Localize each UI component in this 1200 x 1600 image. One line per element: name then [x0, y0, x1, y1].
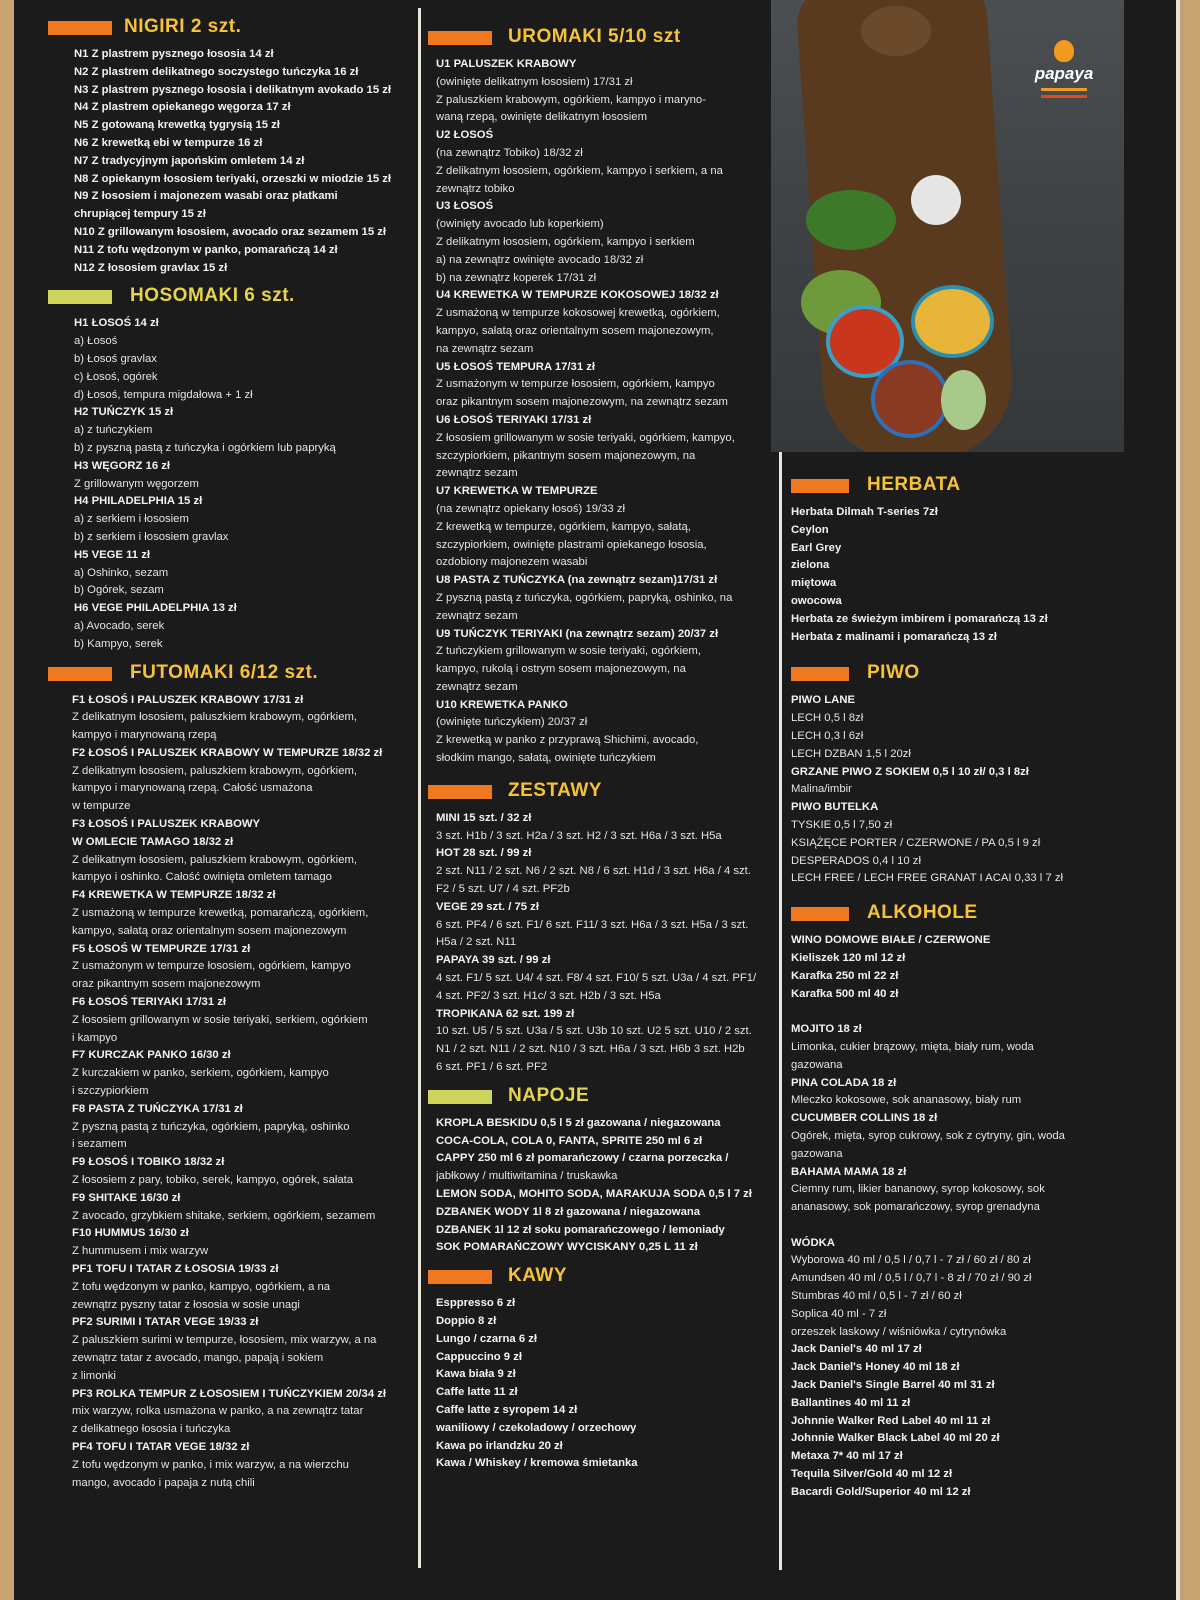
section-accent-bar [428, 31, 492, 45]
section-zestawy [428, 778, 780, 1077]
menu-column-right [791, 466, 1131, 1502]
menu-item-description: b) na zewnątrz koperek 17/31 zł [436, 271, 597, 284]
menu-item-description: Z łososiem grillowanym w sosie teriyaki, serkiem, ogórkiem [72, 1013, 368, 1026]
menu-item-description: Z delikatnym łososiem, paluszkiem krabowym, ogórkiem, [72, 764, 358, 777]
menu-item-name: H1 ŁOSOŚ 14 zł [74, 317, 159, 330]
menu-item-name: BAHAMA MAMA 18 zł [791, 1165, 907, 1178]
menu-item-name: F2 ŁOSOŚ I PALUSZEK KRABOWY W TEMPURZE 18/32 zł [72, 746, 383, 759]
menu-item-name: PF1 TOFU I TATAR Z ŁOSOSIA 19/33 zł [72, 1263, 279, 1275]
section-hosomaki [48, 283, 428, 653]
logo-stripe [1041, 88, 1087, 91]
menu-item-description: Z delikatnym łososiem, paluszkiem krabowym, ogórkiem, [72, 853, 358, 866]
section-accent-bar [48, 290, 112, 304]
menu-item-name: F6 ŁOSOŚ TERIYAKI 17/31 zł [72, 996, 227, 1009]
menu-item-description: F2 / 5 szt. U7 / 4 szt. PF2b [436, 883, 570, 896]
menu-item-description: d) Łosoś, tempura migdałowa + 1 zł [74, 388, 253, 401]
menu-item-description: zewnątrz tobiko [436, 182, 515, 195]
menu-item-description: Z tofu wędzonym w panko, kampyo, ogórkiem, a na [72, 1280, 331, 1293]
menu-item-name: N9 Z łososiem i majonezem wasabi oraz płatkami [74, 190, 338, 203]
menu-item-name: Herbata ze świeżym imbirem i pomarańczą 13 zł [791, 612, 1048, 625]
menu-item-description: Z delikatnym łososiem, ogórkiem, kampyo i serkiem [436, 235, 695, 248]
menu-item-name: W OMLECIE TAMAGO 18/32 zł [72, 835, 234, 848]
menu-item-description: b) Kampyo, serek [74, 637, 163, 650]
menu-item-description: orzeszek laskowy / wiśniówka / cytrynówka [791, 1325, 1007, 1338]
menu-item-name: Kawa / Whiskey / kremowa śmietanka [436, 1457, 638, 1470]
menu-item-description: słodkim mango, sałatą, owinięte tuńczykiem [436, 752, 656, 765]
menu-item-name: Kawa po irlandzku 20 zł [436, 1439, 563, 1452]
menu-item-description: kampyo, sałatą oraz orientalnym sosem majonezowym [72, 924, 347, 937]
menu-item-name: Esppresso 6 zł [436, 1297, 516, 1310]
menu-item-description: Z paluszkiem surimi w tempurze, łososiem, mix warzyw, a na [72, 1334, 377, 1347]
menu-item-description: szczypiorkiem, owinięte plastrami opiekanego łososia, [436, 538, 707, 551]
item-list [74, 46, 428, 277]
menu-item-description: (na zewnątrz opiekany łosoś) 19/33 zł [436, 502, 626, 515]
menu-item-name: MINI 15 szt. / 32 zł [436, 811, 532, 824]
item-list [72, 692, 426, 1493]
menu-item-description: LECH 0,3 l 6zł [791, 729, 864, 742]
menu-item-name: VEGE 29 szt. / 75 zł [436, 900, 539, 913]
menu-item-name: N10 Z grillowanym łososiem, avocado oraz sezamem 15 zł [74, 225, 387, 238]
section-header [428, 1083, 780, 1111]
section-header [48, 14, 428, 42]
menu-item-name: F8 PASTA Z TUŃCZYKA 17/31 zł [72, 1102, 243, 1115]
menu-item-name: PAPAYA 39 szt. / 99 zł [436, 954, 551, 967]
menu-item-description: Ciemny rum, likier bananowy, syrop kokosowy, sok [791, 1183, 1045, 1196]
section-header [48, 660, 428, 688]
menu-item-name: Bacardi Gold/Superior 40 ml 12 zł [791, 1485, 971, 1498]
menu-item-description: c) Łosoś, ogórek [74, 370, 158, 383]
menu-item-name: F9 ŁOSOŚ I TOBIKO 18/32 zł [72, 1156, 225, 1169]
menu-item-description: a) Łosoś [74, 335, 118, 348]
menu-item-description: (na zewnątrz Tobiko) 18/32 zł [436, 146, 583, 159]
menu-item-name: DZBANEK 1l 12 zł soku pomarańczowego / lemoniady [436, 1223, 725, 1236]
section-header [48, 283, 428, 311]
menu-item-description: ozdobiony majonezem wasabi [436, 556, 588, 569]
menu-item-description: oraz pikantnym sosem majonezowym [72, 978, 261, 991]
menu-item-description: b) Ogórek, sezam [74, 584, 164, 597]
menu-item-name: U5 ŁOSOŚ TEMPURA 17/31 zł [436, 360, 596, 373]
menu-item-description: LECH FREE / LECH FREE GRANAT I ACAI 0,33 l 7 zł [791, 872, 1064, 885]
menu-item-name: Caffe latte z syropem 14 zł [436, 1403, 578, 1416]
menu-item-description: b) z pyszną pastą z tuńczyka i ogórkiem lub papryką [74, 441, 336, 454]
menu-item-description: 4 szt. F1/ 5 szt. U4/ 4 szt. F8/ 4 szt. F10/ 5 szt. U3a / 4 szt. PF1/ [436, 972, 757, 985]
menu-item-description: 10 szt. U5 / 5 szt. U3a / 5 szt. U3b 10 szt. U2 5 szt. U10 / 2 szt. [436, 1025, 752, 1038]
menu-item-description: Z usmażonym w tempurze łososiem, ogórkiem, kampyo [436, 378, 715, 391]
menu-item-description: a) Oshinko, sezam [74, 566, 169, 579]
menu-item-description: KSIĄŻĘCE PORTER / CZERWONE / PA 0,5 l 9 zł [791, 836, 1041, 849]
menu-item-description: waną rzepą, owinięte delikatnym łososiem [436, 111, 647, 124]
menu-item-name: WINO DOMOWE BIAŁE / CZERWONE [791, 934, 991, 947]
menu-item-description: 6 szt. PF4 / 6 szt. F1/ 6 szt. F11/ 3 szt. H6a / 3 szt. H5a / 3 szt. [436, 918, 749, 931]
menu-item-name: SOK POMARAŃCZOWY WYCISKANY 0,25 L 11 zł [436, 1241, 698, 1254]
menu-item-name: KROPLA BESKIDU 0,5 l 5 zł gazowana / niegazowana [436, 1116, 721, 1129]
menu-item-name: N6 Z krewetką ebi w tempurze 16 zł [74, 136, 263, 149]
item-list [791, 504, 1125, 646]
menu-item-description: Z tofu wędzonym w panko, i mix warzyw, a na wierzchu [72, 1458, 349, 1471]
menu-item-name: U6 ŁOSOŚ TERIYAKI 17/31 zł [436, 413, 592, 426]
menu-item-name: N8 Z opiekanym łososiem teriyaki, orzeszki w miodzie 15 zł [74, 172, 392, 185]
item-list [791, 692, 1125, 888]
menu-item-description: LECH 0,5 l 8zł [791, 712, 864, 725]
menu-item-name: U4 KREWETKA W TEMPURZE KOKOSOWEJ 18/32 zł [436, 289, 719, 302]
menu-item-description: (owinięty avocado lub koperkiem) [436, 218, 604, 231]
menu-item-description: Z pyszną pastą z tuńczyka, ogórkiem, papryką, oshinko [72, 1120, 350, 1133]
menu-item-name: N4 Z plastrem opiekanego węgorza 17 zł [74, 101, 291, 114]
menu-item-description: Limonka, cukier brązowy, mięta, biały rum, woda [791, 1040, 1034, 1053]
menu-item-description: Stumbras 40 ml / 0,5 l - 7 zł / 60 zł [791, 1290, 962, 1303]
menu-item-description: zewnątrz sezam [436, 609, 518, 622]
menu-item-description: Z kurczakiem w panko, serkiem, ogórkiem, kampyo [72, 1067, 329, 1080]
section-herbata [791, 472, 1131, 646]
menu-item-description: b) Łosoś gravlax [74, 352, 157, 365]
menu-item-description: 2 szt. N11 / 2 szt. N6 / 2 szt. N8 / 6 szt. H1d / 3 szt. H6a / 4 szt. [436, 865, 751, 878]
menu-item-description: i kampyo [72, 1031, 118, 1044]
menu-item-description: z limonki [72, 1369, 116, 1382]
menu-item-description: Z hummusem i mix warzyw [72, 1245, 209, 1258]
menu-item-name: N11 Z tofu wędzonym w panko, pomarańczą 14 zł [74, 243, 338, 256]
menu-item-name: CUCUMBER COLLINS 18 zł [791, 1112, 938, 1125]
menu-item-name: Caffe latte 11 zł [436, 1386, 518, 1399]
menu-item-description: kampyo, rukolą i ostrym sosem majonezowym, na [436, 663, 686, 676]
menu-item-description: Z usmażoną w tempurze kokosowej krewetką, ogórkiem, [436, 307, 720, 320]
papaya-fruit-icon [1054, 40, 1074, 62]
section-accent-bar [428, 1270, 492, 1284]
section-header [791, 900, 1131, 928]
menu-item-name: F5 ŁOSOŚ W TEMPURZE 17/31 zł [72, 942, 251, 955]
menu-item-description: i sezamem [72, 1138, 127, 1151]
menu-item-name: N12 Z łososiem gravlax 15 zł [74, 261, 228, 274]
menu-item-description: z delikatnego łososia i tuńczyka [72, 1423, 231, 1436]
section-accent-bar [428, 1090, 492, 1104]
menu-item-description: mix warzyw, rolka usmażona w panko, a na zewnątrz tatar [72, 1405, 364, 1418]
menu-item-name: Herbata Dilmah T-series 7zł [791, 506, 938, 518]
menu-item-description: gazowana [791, 1147, 843, 1160]
menu-item-name: zielona [791, 559, 830, 572]
menu-item-description: Mleczko kokosowe, sok ananasowy, biały rum [791, 1094, 1022, 1107]
menu-item-description: kampyo, sałatą oraz orientalnym sosem majonezowym, [436, 324, 714, 337]
menu-item-description: b) z serkiem i łososiem gravlax [74, 530, 229, 543]
menu-item-description: Soplica 40 ml - 7 zł [791, 1307, 887, 1320]
menu-item-description: DESPERADOS 0,4 l 10 zł [791, 854, 921, 867]
menu-item-description: Z usmażonym w tempurze łososiem, ogórkiem, kampyo [72, 960, 351, 973]
menu-item-name: H3 WĘGORZ 16 zł [74, 459, 171, 472]
produce-bowl [941, 370, 986, 430]
menu-item-name: Karafka 500 ml 40 zł [791, 987, 899, 1000]
item-list [436, 1115, 772, 1257]
menu-item-description: Amundsen 40 ml / 0,5 l / 0,7 l - 8 zł / 70 zł / 90 zł [791, 1272, 1032, 1285]
menu-item-description: Ogórek, mięta, syrop cukrowy, sok z cytryny, gin, woda [791, 1129, 1065, 1142]
menu-item-name: N5 Z gotowaną krewetką tygrysią 15 zł [74, 119, 280, 132]
item-list [791, 932, 1125, 1502]
menu-item-name: Karafka 250 ml 22 zł [791, 969, 899, 982]
section-title: NAPOJE [508, 1084, 590, 1106]
section-title: HERBATA [867, 474, 961, 495]
menu-item-name: F4 KREWETKA W TEMPURZE 18/32 zł [72, 889, 276, 902]
section-header [428, 1263, 780, 1291]
menu-item-description: kampyo i marynowaną rzepą [72, 729, 217, 742]
menu-item-description: Z pyszną pastą z tuńczyka, ogórkiem, papryką, oshinko, na [436, 591, 733, 604]
menu-item-description: 4 szt. PF2/ 3 szt. H1c/ 3 szt. H2b / 3 szt. H5a [436, 989, 661, 1002]
menu-item-description: Wyborowa 40 ml / 0,5 l / 0,7 l - 7 zł / 60 zł / 80 zł [791, 1254, 1031, 1267]
menu-item-name: Cappuccino 9 zł [436, 1350, 522, 1363]
menu-item-name: Doppio 8 zł [436, 1315, 497, 1327]
section-futomaki [48, 660, 428, 1493]
logo-stripe [1041, 95, 1087, 98]
menu-item-name: H4 PHILADELPHIA 15 zł [74, 495, 203, 508]
item-list [436, 1295, 772, 1473]
menu-item-description: a) z tuńczykiem [74, 424, 153, 437]
menu-item-description: Z łososiem grillowanym w sosie teriyaki, ogórkiem, kampyo, [436, 431, 735, 444]
menu-item-name: Johnnie Walker Black Label 40 ml 20 zł [791, 1432, 1000, 1445]
menu-item-name: PIWO BUTELKA [791, 801, 879, 814]
menu-item-description: a) na zewnątrz owinięte avocado 18/32 zł [436, 253, 644, 266]
menu-item-description: szczypiorkiem, pikantnym sosem majonezowym, na [436, 449, 696, 462]
menu-item-description: Z tuńczykiem grillowanym w sosie teriyaki, ogórkiem, [436, 645, 701, 658]
menu-item-name: PF3 ROLKA TEMPUR Z ŁOSOSIEM I TUŃCZYKIEM 20/34 zł [72, 1387, 387, 1400]
menu-item-description: Z grillowanym węgorzem [74, 477, 199, 490]
menu-item-name: N1 Z plastrem pysznego łososia 14 zł [74, 48, 274, 60]
menu-item-description: 3 szt. H1b / 3 szt. H2a / 3 szt. H2 / 3 szt. H6a / 3 szt. H5a [436, 829, 722, 842]
menu-item-description: Z łososiem z pary, tobiko, serek, kampyo, ogórek, sałata [72, 1174, 354, 1187]
menu-item-description: (owinięte delikatnym łososiem) 17/31 zł [436, 75, 633, 88]
section-uromaki [428, 24, 780, 768]
menu-item-name: LEMON SODA, MOHITO SODA, MARAKUJA SODA 0,5 l 7 zł [436, 1188, 752, 1201]
menu-item-name: chrupiącej tempury 15 zł [74, 208, 206, 221]
menu-item-description: a) Avocado, serek [74, 619, 165, 632]
menu-item-description: kampyo i marynowaną rzepą. Całość usmażona [72, 782, 313, 795]
section-accent-bar [791, 907, 849, 921]
menu-item-name: PF2 SURIMI I TATAR VEGE 19/33 zł [72, 1316, 259, 1329]
menu-item-name: Ballantines 40 ml 11 zł [791, 1396, 911, 1409]
section-title: KAWY [508, 1265, 567, 1287]
menu-item-name: F10 HUMMUS 16/30 zł [72, 1227, 189, 1240]
menu-item-name: HOT 28 szt. / 99 zł [436, 847, 532, 860]
section-title: ZESTAWY [508, 779, 602, 801]
menu-item-description: N1 / 2 szt. N11 / 2 szt. N10 / 3 szt. H6a / 3 szt. H6b 3 szt. H2b [436, 1043, 745, 1056]
menu-item-name: COCA-COLA, COLA 0, FANTA, SPRITE 250 ml 6 zł [436, 1134, 703, 1147]
menu-item-description: w tempurze [72, 800, 131, 813]
produce-bowl [911, 175, 961, 225]
menu-column-middle [428, 18, 780, 1473]
menu-item-name: Jack Daniel's Single Barrel 40 ml 31 zł [791, 1379, 995, 1392]
menu-item-name: Kawa biała 9 zł [436, 1368, 516, 1381]
menu-item-description: LECH DZBAN 1,5 l 20zł [791, 747, 911, 760]
menu-item-name: TROPIKANA 62 szt. 199 zł [436, 1007, 575, 1020]
menu-item-name: Metaxa 7* 40 ml 17 zł [791, 1450, 903, 1463]
section-accent-bar [428, 785, 492, 799]
menu-item-name: N7 Z tradycyjnym japońskim omletem 14 zł [74, 154, 305, 167]
menu-item-name: Johnnie Walker Red Label 40 ml 11 zł [791, 1414, 991, 1427]
menu-item-description: a) z serkiem i łososiem [74, 513, 189, 526]
menu-item-name: Herbata z malinami i pomarańczą 13 zł [791, 630, 997, 643]
menu-item-description [791, 1217, 1125, 1235]
menu-item-name: Kieliszek 120 ml 12 zł [791, 951, 906, 964]
menu-item-name: MOJITO 18 zł [791, 1023, 862, 1036]
menu-item-name: F1 ŁOSOŚ I PALUSZEK KRABOWY 17/31 zł [72, 693, 304, 706]
menu-item-description: Malina/imbir [791, 783, 852, 796]
menu-item-name: F7 KURCZAK PANKO 16/30 zł [72, 1049, 231, 1062]
section-title: FUTOMAKI 6/12 szt. [130, 661, 319, 683]
section-alkohole [791, 900, 1131, 1502]
menu-item-name: PINA COLADA 18 zł [791, 1076, 897, 1089]
menu-item-description: gazowana [791, 1058, 843, 1071]
menu-item-name: H6 VEGE PHILADELPHIA 13 zł [74, 602, 237, 615]
section-accent-bar [48, 21, 112, 35]
section-title: NIGIRI 2 szt. [124, 16, 242, 37]
menu-item-description: zewnątrz sezam [436, 680, 518, 693]
section-kawy [428, 1263, 780, 1473]
menu-item-name: H2 TUŃCZYK 15 zł [74, 406, 174, 419]
menu-item-description: Z delikatnym łososiem, ogórkiem, kampyo i serkiem, a na [436, 164, 723, 177]
menu-item-description: Z delikatnym łososiem, paluszkiem krabowym, ogórkiem, [72, 711, 358, 724]
menu-item-name: WÓDKA [791, 1236, 835, 1249]
menu-item-name: Jack Daniel's Honey 40 ml 18 zł [791, 1361, 960, 1374]
menu-item-description: zewnątrz pyszny tatar z łososia w sosie unagi [72, 1298, 300, 1311]
section-title: UROMAKI 5/10 szt [508, 26, 681, 47]
papaya-logo [1019, 40, 1109, 110]
menu-item-description: Z paluszkiem krabowym, ogórkiem, kampyo i maryno- [436, 93, 706, 106]
menu-item-name: H5 VEGE 11 zł [74, 548, 150, 561]
section-piwo [791, 660, 1131, 888]
item-list [74, 315, 428, 653]
produce-bowl [871, 360, 949, 438]
menu-item-name: Lungo / czarna 6 zł [436, 1332, 538, 1345]
produce-bowl [806, 190, 896, 250]
menu-sheet [14, 0, 1176, 1600]
menu-item-name: F9 SHITAKE 16/30 zł [72, 1191, 181, 1204]
menu-item-description: mango, avocado i papaja z nutą chili [72, 1476, 255, 1489]
menu-item-name: Tequila Silver/Gold 40 ml 12 zł [791, 1468, 953, 1481]
menu-item-description: (owinięte tuńczykiem) 20/37 zł [436, 716, 588, 729]
menu-item-name: U7 KREWETKA W TEMPURZE [436, 485, 598, 498]
menu-item-description: 6 szt. PF1 / 6 szt. PF2 [436, 1061, 548, 1074]
section-title: HOSOMAKI 6 szt. [130, 285, 295, 307]
section-header [791, 472, 1131, 500]
menu-item-description: H5a / 2 szt. N11 [436, 936, 517, 949]
menu-item-name: N3 Z plastrem pysznego łososia i delikatnym avokado 15 zł [74, 83, 392, 96]
menu-item-name: miętowa [791, 577, 837, 590]
menu-item-description: ananasowy, sok pomarańczowy, syrop grenadyna [791, 1201, 1040, 1214]
menu-item-description: Z usmażoną w tempurze krewetką, pomarańczą, ogórkiem, [72, 907, 369, 920]
section-accent-bar [791, 667, 849, 681]
menu-item-name: waniliowy / czekoladowy / orzechowy [436, 1421, 637, 1434]
menu-item-name: U1 PALUSZEK KRABOWY [436, 58, 577, 70]
section-accent-bar [791, 479, 849, 493]
section-header [791, 660, 1131, 688]
section-title: ALKOHOLE [867, 902, 978, 924]
menu-item-description: Z avocado, grzybkiem shitake, serkiem, ogórkiem, sezamem [72, 1209, 376, 1222]
item-list [436, 56, 772, 768]
menu-item-description: oraz pikantnym sosem majonezowym, na zewnątrz sezam [436, 396, 728, 409]
item-list [436, 810, 772, 1077]
menu-item-name: U9 TUŃCZYK TERIYAKI (na zewnątrz sezam) 20/37 zł [436, 627, 719, 640]
menu-item-name: owocowa [791, 594, 842, 607]
section-header [428, 778, 780, 806]
menu-item-name: GRZANE PIWO Z SOKIEM 0,5 l 10 zł/ 0,3 l 8zł [791, 765, 1029, 778]
menu-item-description: i szczypiorkiem [72, 1085, 149, 1098]
menu-item-description: Z krewetką w tempurze, ogórkiem, kampyo, sałatą, [436, 520, 691, 533]
logo-text: papaya [1034, 64, 1094, 83]
section-accent-bar [48, 667, 112, 681]
section-napoje [428, 1083, 780, 1257]
menu-item-description: zewnątrz tatar z avocado, mango, papają i sokiem [72, 1351, 324, 1364]
menu-item-name: N2 Z plastrem delikatnego soczystego tuńczyka 16 zł [74, 65, 359, 78]
menu-column-left [48, 8, 428, 1492]
section-nigiri [48, 14, 428, 277]
menu-item-name: Ceylon [791, 523, 829, 536]
menu-item-description: TYSKIE 0,5 l 7,50 zł [791, 818, 893, 831]
menu-item-description: jabłkowy / multiwitamina / truskawka [436, 1170, 618, 1183]
menu-item-description: kampyo i oshinko. Całość owinięta omletem tamago [72, 871, 332, 884]
menu-item-name: Earl Grey [791, 541, 842, 554]
section-header [428, 24, 780, 52]
menu-item-name: U3 ŁOSOŚ [436, 200, 494, 213]
produce-bowl [911, 285, 994, 358]
menu-item-name: PIWO LANE [791, 694, 856, 707]
menu-item-description: na zewnątrz sezam [436, 342, 534, 355]
produce-bowl [861, 6, 931, 56]
menu-item-name: DZBANEK WODY 1l 8 zł gazowana / niegazowana [436, 1205, 701, 1218]
menu-item-name: U2 ŁOSOŚ [436, 129, 494, 142]
menu-item-description [791, 1003, 1125, 1021]
menu-item-name: U8 PASTA Z TUŃCZYKA (na zewnątrz sezam)17/31 zł [436, 574, 718, 587]
menu-item-name: PF4 TOFU I TATAR VEGE 18/32 zł [72, 1440, 250, 1453]
menu-item-name: Jack Daniel's 40 ml 17 zł [791, 1343, 922, 1356]
menu-item-description: zewnątrz sezam [436, 467, 518, 480]
menu-item-name: CAPPY 250 ml 6 zł pomarańczowy / czarna porzeczka / [436, 1152, 729, 1165]
menu-item-name: U10 KREWETKA PANKO [436, 698, 568, 711]
menu-item-name: F3 ŁOSOŚ I PALUSZEK KRABOWY [72, 818, 261, 831]
menu-item-description: Z krewetką w panko z przyprawą Shichimi, avocado, [436, 734, 699, 747]
boat-market-photo [771, 0, 1124, 452]
section-title: PIWO [867, 662, 920, 684]
